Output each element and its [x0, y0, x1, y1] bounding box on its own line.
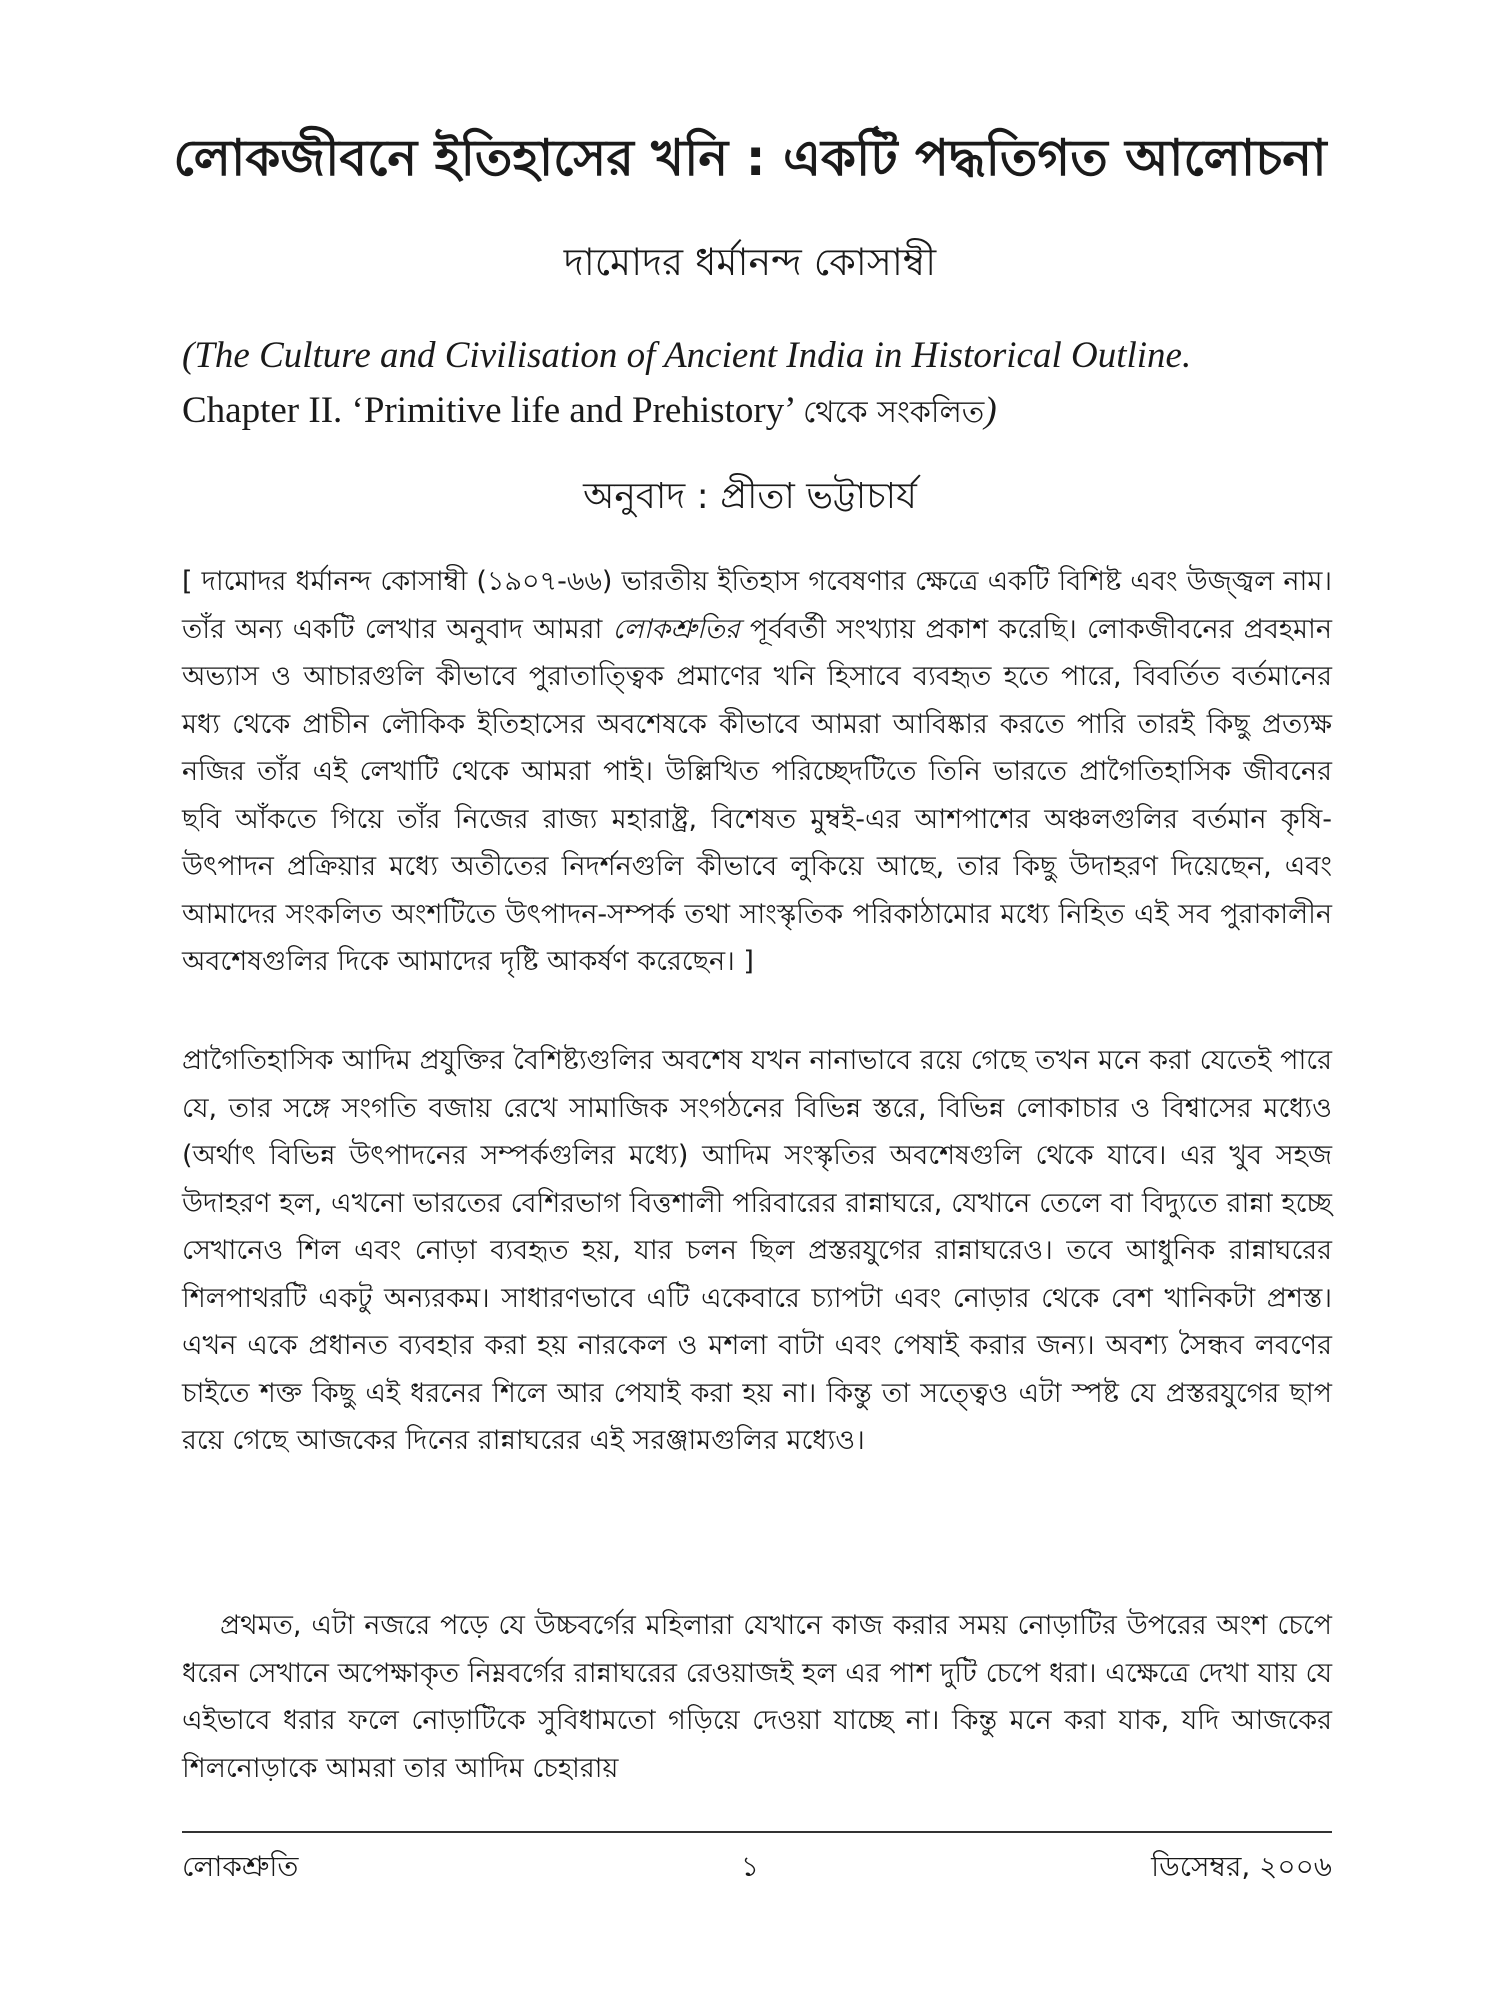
intro-text-part1: [ দামোদর ধর্মানন্দ কোসাম্বী (১৯০৭-৬৬) ভারতীয় ইতিহাস গবেষণার ক্ষেত্রে একটি বিশিষ্ট এবং উজ্জ্বল নাম। তাঁর অন্য একটি লেখার অনুবাদ আমরা [182, 566, 1332, 645]
source-chapter: Chapter II. ‘Primitive life and Prehistory’ [182, 390, 803, 431]
article-author: দামোদর ধর্মানন্দ কোসাম্বী [563, 240, 937, 284]
body-paragraph-2: প্রথমত, এটা নজরে পড়ে যে উচ্চবর্গের মহিলারা যেখানে কাজ করার সময় নোড়াটির উপরের অংশ চেপে ধরেন সেখানে অপেক্ষাকৃত নিম্নবর্গের রান্নাঘরের রেওয়াজই হল এর পাশ দুটি চেপে ধরা। এক্ষেত্রে দেখা যায় যে এইভাবে ধরার ফলে নোড়াটিকে সুবিধামতো গড়িয়ে দেওয়া যাচ্ছে না। কিন্তু মনে করা যাক, যদি আজকের শিলনোড়াকে আমরা তার আদিম চেহারায় [182, 1610, 1332, 1784]
source-citation [182, 328, 1332, 440]
intro-text-part2: পূর্ববর্তী সংখ্যায় প্রকাশ করেছি। লোকজীবনের প্রবহমান অভ্যাস ও আচারগুলি কীভাবে পুরাতাত্ত্বিক প্রমাণের খনি হিসাবে ব্যবহৃত হতে পারে, বিবর্তিত বর্তমানের মধ্য থেকে প্রাচীন লৌকিক ইতিহাসের অবশেষকে কীভাবে আমরা আবিষ্কার করতে পারি তারই কিছু প্রত্যক্ষ নজির তাঁর এই লেখাটি থেকে আমরা পাই। উল্লিখিত পরিচ্ছেদটিতে তিনি ভারতে প্রাগৈতিহাসিক জীবনের ছবি আঁকতে গিয়ে তাঁর নিজের রাজ্য মহারাষ্ট্র, বিশেষত মুম্বই-এর আশপাশের অঞ্চলগুলির বর্তমান কৃষি-উৎপাদন প্রক্রিয়ার মধ্যে অতীতের নিদর্শনগুলি কীভাবে লুকিয়ে আছে, তার কিছু উদাহরণ দিয়েছেন, এবং আমাদের সংকলিত অংশটিতে উৎপাদন-সম্পর্ক তথা সাংস্কৃতিক পরিকাঠামোর মধ্যে নিহিত এই সব পুরাকালীন অবশেষগুলির দিকে আমাদের দৃষ্টি আকর্ষণ করেছেন। ] [182, 613, 1332, 977]
source-citation-line2 [182, 383, 1332, 440]
footer-divider [182, 1831, 1332, 1833]
footer-issue-date: ডিসেম্বর, ২০০৬ [1151, 1850, 1332, 1883]
footer-page-number: ১ [740, 1850, 760, 1883]
footer-journal-name: লোকশ্রুতি [182, 1850, 299, 1883]
article-title: লোকজীবনে ইতিহাসের খনি : একটি পদ্ধতিগত আলোচনা [173, 129, 1327, 187]
translator-credit: অনুবাদ : প্রীতা ভট্টাচার্য [583, 476, 917, 517]
body-paragraph-1: প্রাগৈতিহাসিক আদিম প্রযুক্তির বৈশিষ্ট্যগুলির অবশেষ যখন নানাভাবে রয়ে গেছে তখন মনে করা যেতেই পারে যে, তার সঙ্গে সংগতি বজায় রেখে সামাজিক সংগঠনের বিভিন্ন স্তরে, বিভিন্ন লোকাচার ও বিশ্বাসের মধ্যেও (অর্থাৎ বিভিন্ন উৎপাদনের সম্পর্কগুলির মধ্যে) আদিম সংস্কৃতির অবশেষগুলি থেকে যাবে। এর খুব সহজ উদাহরণ হল, এখনো ভারতের বেশিরভাগ বিত্তশালী পরিবারের রান্নাঘরে, যেখানে তেলে বা বিদ্যুতে রান্না হচ্ছে সেখানেও শিল এবং নোড়া ব্যবহৃত হয়, যার চলন ছিল প্রস্তরযুগের রান্নাঘরেও। তবে আধুনিক রান্নাঘরের শিলপাথরটি একটু অন্যরকম। সাধারণভাবে এটি একেবারে চ্যাপটা এবং নোড়ার থেকে বেশ খানিকটা প্রশস্ত। এখন একে প্রধানত ব্যবহার করা হয় নারকেল ও মশলা বাটা এবং পেষাই করার জন্য। অবশ্য সৈন্ধব লবণের চাইতে শক্ত কিছু এই ধরনের শিলে আর পেযাই করা হয় না। কিন্তু তা সত্ত্বেও এটা স্পষ্ট যে প্রস্তরযুগের ছাপ রয়ে গেছে আজকের দিনের রান্নাঘরের এই সরঞ্জামগুলির মধ্যেও। [182, 1045, 1332, 1456]
source-compiled-note: থেকে সংকলিত [802, 395, 985, 430]
source-citation-line1: (The Culture and Civilisation of Ancient India in Historical Outline. [182, 335, 1192, 376]
source-close-paren: ) [984, 390, 997, 431]
editorial-intro [182, 558, 1332, 986]
intro-journal-name: লোকশ্রুতির [612, 613, 740, 645]
